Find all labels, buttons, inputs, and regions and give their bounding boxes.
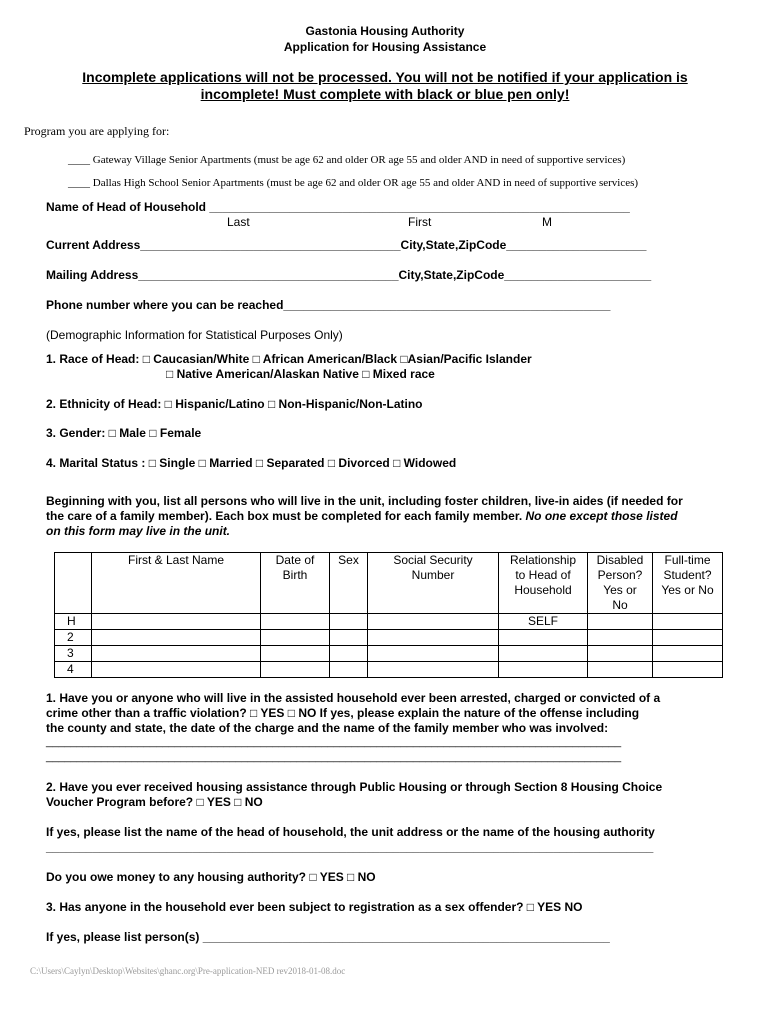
relationship-cell[interactable] — [499, 630, 588, 646]
table-row — [55, 614, 723, 630]
disabled-cell[interactable] — [588, 630, 653, 646]
col-ssn-label-1: Social Security — [393, 553, 473, 567]
table-row — [55, 662, 723, 678]
head-of-household-field[interactable]: Name of Head of Household _______________________________________________________________ — [46, 200, 630, 214]
race-question[interactable]: 1. Race of Head: □ Caucasian/White □ African American/Black □Asian/Pacific Islander — [46, 352, 532, 366]
col-ssn-label-2: Number — [411, 568, 455, 582]
disabled-cell[interactable] — [588, 662, 653, 678]
ethnicity-question[interactable]: 2. Ethnicity of Head: □ Hispanic/Latino □ Non-Hispanic/Non-Latino — [46, 397, 423, 411]
organization-title: Gastonia Housing Authority — [305, 24, 465, 38]
phone-field[interactable]: Phone number where you can be reached_________________________________________________ — [46, 298, 611, 312]
col-dis-label-2: Person? — [597, 568, 643, 582]
student-cell[interactable] — [653, 662, 723, 678]
question-2-answer-blank[interactable]: ___________________________________________________________________________________________ — [46, 840, 654, 854]
marital-status-question[interactable]: 4. Marital Status : □ Single □ Married □ Separated □ Divorced □ Widowed — [46, 456, 457, 470]
sex-cell[interactable] — [330, 662, 368, 678]
col-relationship-header — [499, 553, 588, 614]
gender-question[interactable]: 3. Gender: □ Male □ Female — [46, 426, 202, 440]
sex-cell[interactable] — [330, 630, 368, 646]
name-cell[interactable] — [92, 614, 261, 630]
disabled-cell[interactable] — [588, 614, 653, 630]
ssn-cell[interactable] — [368, 662, 499, 678]
dob-cell[interactable] — [261, 646, 330, 662]
dob-cell[interactable] — [261, 662, 330, 678]
relationship-cell[interactable] — [499, 646, 588, 662]
name-sublabel-middle: M — [542, 215, 552, 229]
name-sublabel-first: First — [408, 215, 432, 229]
program-option-dallas[interactable]: ____ Dallas High School Senior Apartments (must be age 62 and older OR age 55 and older AND in need of supportive services) — [68, 177, 639, 189]
dob-cell[interactable] — [261, 630, 330, 646]
sex-cell[interactable] — [330, 646, 368, 662]
col-student-header — [653, 553, 723, 614]
household-members-table — [54, 552, 723, 678]
household-intro-line-1: Beginning with you, list all persons who will live in the unit, including foster children, live-in aides (if needed for — [46, 494, 683, 508]
col-rel-label-2: to Head of — [515, 568, 571, 582]
question-3-followup[interactable]: If yes, please list person(s) _____________________________________________________________ — [46, 930, 610, 944]
footer-file-path: C:\Users\Caylyn\Desktop\Websites\ghanc.org\Pre-application-NED rev2018-01-08.doc — [30, 966, 346, 976]
question-2-line-1: 2. Have you ever received housing assistance through Public Housing or through Section 8 Housing Choice — [46, 780, 663, 794]
ssn-cell[interactable] — [368, 630, 499, 646]
row-label: 2 — [55, 630, 92, 646]
answer-blank-2[interactable]: ______________________________________________________________________________________________ — [46, 751, 622, 763]
col-name-header — [92, 553, 261, 614]
sex-cell[interactable] — [330, 614, 368, 630]
question-1-line-1: 1. Have you or anyone who will live in the assisted household ever been arrested, charged or convicted of a — [46, 691, 661, 705]
student-cell[interactable] — [653, 614, 723, 630]
program-option-gateway[interactable]: ____ Gateway Village Senior Apartments (must be age 62 and older OR age 55 and older AND in need of supportive services) — [68, 154, 626, 166]
col-rel-label-1: Relationship — [509, 553, 577, 567]
name-cell[interactable] — [92, 630, 261, 646]
ssn-cell[interactable] — [368, 646, 499, 662]
row-label-header — [55, 553, 92, 614]
col-disabled-header — [588, 553, 653, 614]
household-intro-line-2 — [46, 509, 678, 523]
col-ft-label-2: Student? — [663, 568, 712, 582]
disabled-cell[interactable] — [588, 646, 653, 662]
col-dis-label-3: Yes or — [603, 583, 637, 597]
col-ft-label-1: Full-time — [664, 553, 711, 567]
relationship-cell: SELF — [499, 614, 588, 630]
form-title: Application for Housing Assistance — [283, 40, 487, 54]
question-1-line-2[interactable]: crime other than a traffic violation? □ YES □ NO If yes, please explain the nature of the offense including — [46, 706, 640, 720]
relationship-cell[interactable] — [499, 662, 588, 678]
program-prompt: Program you are applying for: — [24, 124, 170, 138]
name-sublabel-last: Last — [227, 215, 250, 229]
household-intro-line-3: on this form may live in the unit. — [46, 524, 231, 538]
student-cell[interactable] — [653, 630, 723, 646]
table-row — [55, 646, 723, 662]
answer-blank-1[interactable]: ______________________________________________________________________________________________ — [46, 736, 622, 748]
question-3[interactable]: 3. Has anyone in the household ever been subject to registration as a sex offender? □ YES NO — [46, 900, 583, 914]
question-2-followup: If yes, please list the name of the head of household, the unit address or the name of the housing authority — [46, 825, 655, 839]
col-ft-label-3: Yes or No — [661, 583, 714, 597]
row-label: H — [55, 614, 92, 630]
name-cell[interactable] — [92, 646, 261, 662]
question-2-line-2[interactable]: Voucher Program before? □ YES □ NO — [46, 795, 263, 809]
row-label: 4 — [55, 662, 92, 678]
demographics-note: (Demographic Information for Statistical Purposes Only) — [46, 328, 343, 342]
current-address-field[interactable]: Current Address_______________________________________City,State,ZipCode_____________________ — [46, 238, 647, 252]
student-cell[interactable] — [653, 646, 723, 662]
col-dob-label-2: Birth — [282, 568, 308, 582]
col-dob-label-1: Date of — [275, 553, 315, 567]
warning-line-1: Incomplete applications will not be processed. You will not be notified if your application is — [82, 69, 688, 85]
warning-line-2: incomplete! Must complete with black or blue pen only! — [200, 86, 570, 102]
name-cell[interactable] — [92, 662, 261, 678]
col-dis-label-4: No — [612, 598, 628, 612]
dob-cell[interactable] — [261, 614, 330, 630]
row-label: 3 — [55, 646, 92, 662]
col-name-label: First & Last Name — [127, 553, 225, 567]
race-question-cont[interactable]: □ Native American/Alaskan Native □ Mixed race — [166, 367, 435, 381]
owe-money-question[interactable]: Do you owe money to any housing authority? □ YES □ NO — [46, 870, 376, 884]
table-row — [55, 630, 723, 646]
household-intro-emphasis: No one except those listed — [525, 509, 678, 523]
col-dob-header — [261, 553, 330, 614]
table-header-row — [55, 553, 723, 614]
col-sex-header — [330, 553, 368, 614]
household-intro-text: the care of a family member). Each box must be completed for each family member. — [46, 509, 526, 523]
col-ssn-header — [368, 553, 499, 614]
col-dis-label-1: Disabled — [596, 553, 644, 567]
col-sex-label: Sex — [338, 553, 359, 567]
mailing-address-field[interactable]: Mailing Address_______________________________________City,State,ZipCode______________________ — [46, 268, 652, 282]
question-1-line-3: the county and state, the date of the charge and the name of the family member who was involved: — [46, 721, 609, 735]
ssn-cell[interactable] — [368, 614, 499, 630]
col-rel-label-3: Household — [514, 583, 572, 597]
